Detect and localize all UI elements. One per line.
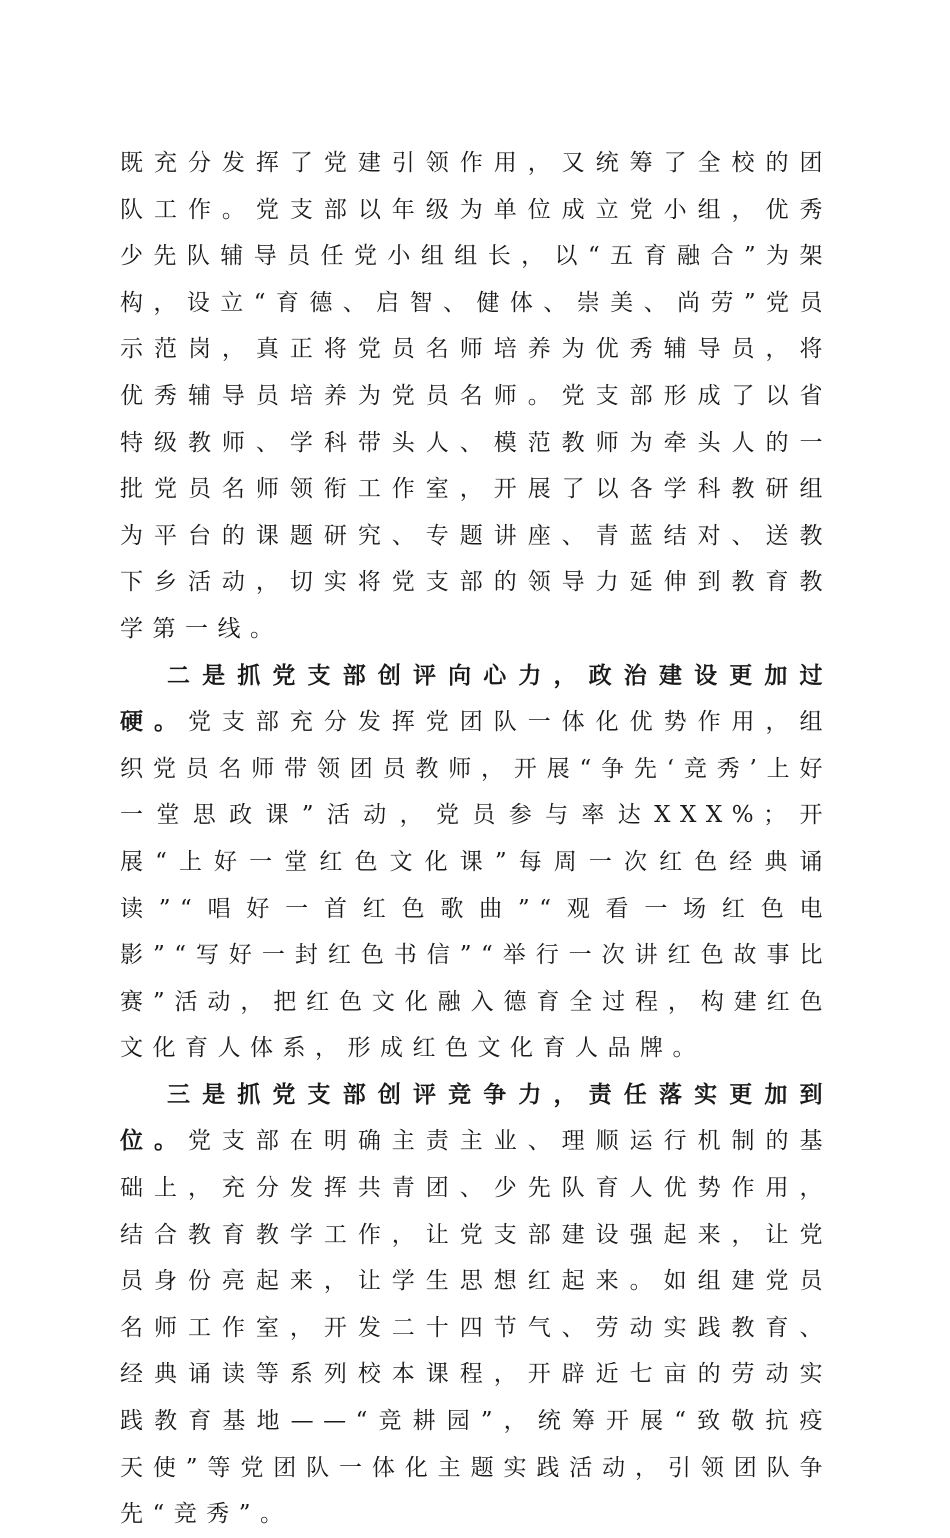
paragraph-2 [120,653,832,1072]
paragraph-1-text: 既充分发挥了党建引领作用，又统筹了全校的团队工作。党支部以年级为单位成立党小组，优秀少先队辅导员任党小组组长，以“五育融合”为架构，设立“育德、启智、健体、崇美、尚劳”党员示范岗，真正将党员名师培养为优秀辅导员，将优秀辅导员培养为党员名师。党支部形成了以省特级教师、学科带头人、模范教师为牵头人的一批党员名师领衔工作室，开展了以各学科教研组为平台的课题研究、专题讲座、青蓝结对、送教下乡活动，切实将党支部的领导力延伸到教育教学第一线。 [120,150,832,642]
paragraph-3-lead: 三是抓党支部创评竞争力，责任落实更加到位。 [120,1080,832,1155]
paragraph-2-lead: 二是抓党支部创评向心力，政治建设更加过硬。 [120,661,832,736]
paragraph-3 [120,1072,832,1538]
paragraph-2-text: 党支部充分发挥党团队一体化优势作用，组织党员名师带领团员教师，开展“争先‘竞秀’上好一堂思政课”活动，党员参与率达XXX%；开展“上好一堂红色文化课”每周一次红色经典诵读”“唱好一首红色歌曲”“观看一场红色电影”“写好一封红色书信”“举行一次讲红色故事比赛”活动，把红色文化融入德育全过程，构建红色文化育人体系，形成红色文化育人品牌。 [120,709,833,1062]
paragraph-3-text: 党支部在明确主责主业、理顺运行机制的基础上，充分发挥共青团、少先队育人优势作用，结合教育教学工作，让党支部建设强起来，让党员身份亮起来，让学生思想红起来。如组建党员名师工作室，开发二十四节气、劳动实践教育、经典诵读等系列校本课程，开辟近七亩的劳动实践教育基地——“竞耕园”，统筹开展“致敬抗疫天使”等党团队一体化主题实践活动，引领团队争先“竞秀”。 [120,1128,833,1528]
paragraph-1 [120,140,832,653]
document-page [120,140,832,1538]
